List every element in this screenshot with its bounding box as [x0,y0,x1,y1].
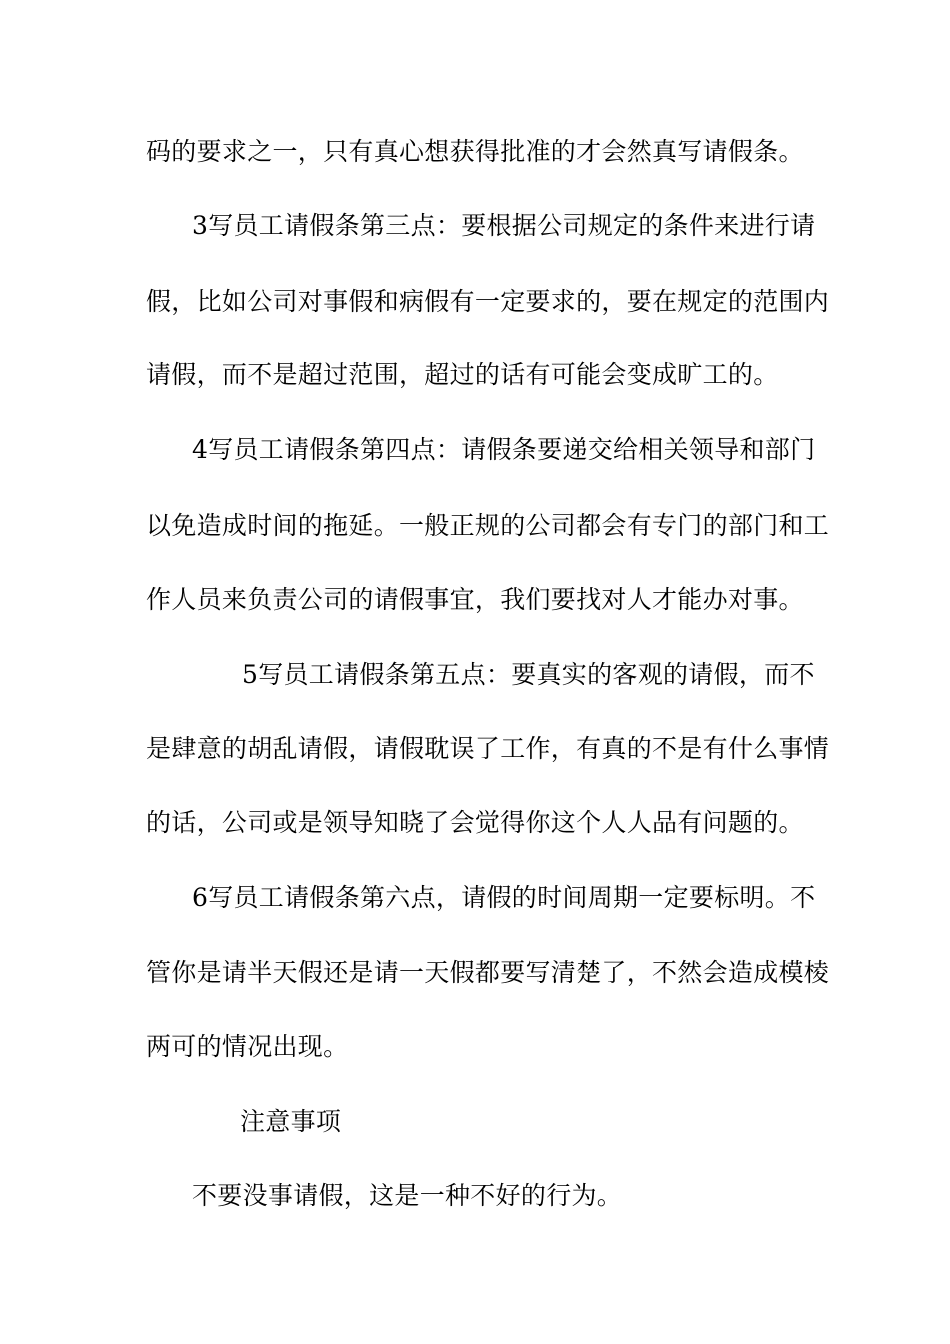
text-line: 6写员工请假条第六点，请假的时间周期一定要标明。不 [192,883,816,912]
text-line: 请假，而不是超过范围，超过的话有可能会变成旷工的。 [146,360,779,389]
text-line: 以免造成时间的拖延。一般正规的公司都会有专门的部门和工 [146,511,830,540]
text-line: 不要没事请假，这是一种不好的行为。 [192,1181,623,1210]
text-line: 假，比如公司对事假和病假有一定要求的，要在规定的范围内 [146,287,830,316]
text-line: 4写员工请假条第四点：请假条要递交给相关领导和部门 [192,435,816,464]
text-line: 5写员工请假条第五点：要真实的客观的请假，而不 [242,660,815,689]
text-line: 是肆意的胡乱请假，请假耽误了工作，有真的不是有什么事情 [146,734,830,763]
text-line: 两可的情况出现。 [146,1032,349,1061]
text-line: 3写员工请假条第三点：要根据公司规定的条件来进行请 [192,211,816,240]
text-line: 管你是请半天假还是请一天假都要写清楚了，不然会造成模棱 [146,958,830,987]
text-line: 码的要求之一，只有真心想获得批准的才会然真写请假条。 [146,137,804,166]
text-line: 作人员来负责公司的请假事宜，我们要找对人才能办对事。 [146,585,804,614]
text-line: 的话，公司或是领导知晓了会觉得你这个人人品有问题的。 [146,808,804,837]
section-heading: 注意事项 [240,1107,342,1136]
